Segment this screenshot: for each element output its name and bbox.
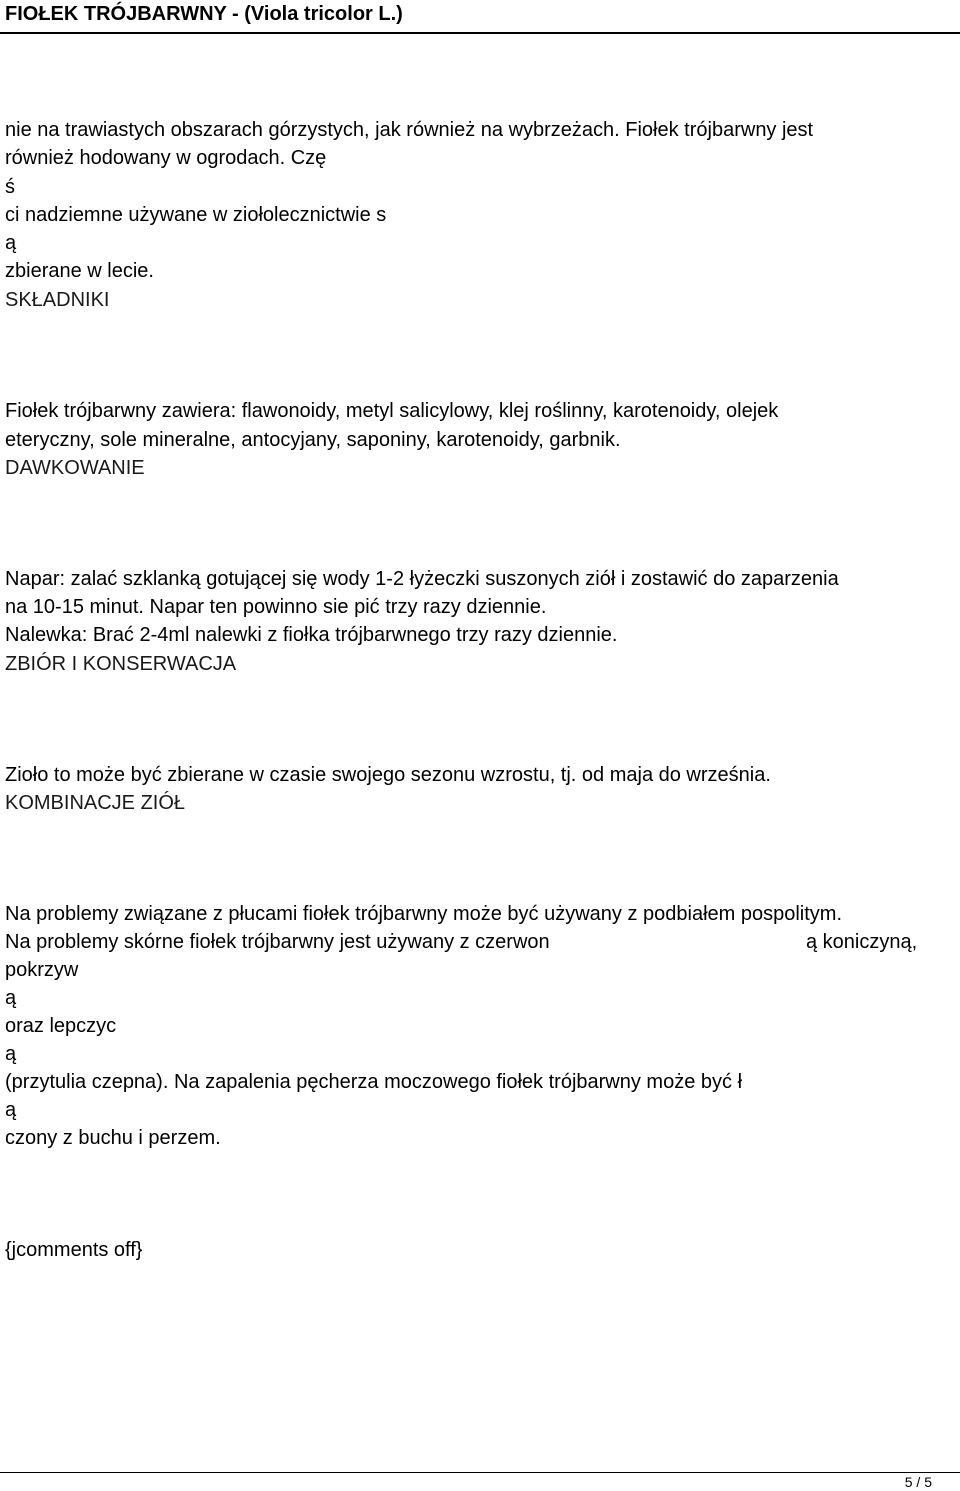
text-line: Na problemy skórne fiołek trójbarwny jest używany z czerwon [5, 931, 550, 953]
text-line: ś [5, 176, 15, 198]
text-line: eteryczny, sole mineralne, antocyjany, saponiny, karotenoidy, garbnik. [5, 429, 621, 451]
text-line: oraz lepczyc [5, 1015, 117, 1037]
text-line: Na problemy związane z płucami fiołek trójbarwny może być używany z podbiałem pospolitym. [5, 903, 843, 925]
header-divider [0, 32, 960, 34]
text-line: na 10-15 minut. Napar ten powinno sie pić trzy razy dziennie. [5, 596, 547, 618]
text-line: nie na trawiastych obszarach górzystych, jak również na wybrzeżach. Fiołek trójbarwny jest [5, 119, 814, 141]
text-line: ci nadziemne używane w ziołolecznictwie s [5, 204, 387, 226]
text-line: ą [5, 1099, 17, 1121]
text-line: Zioło to może być zbierane w czasie swojego sezonu wzrostu, tj. od maja do września. [5, 764, 771, 786]
text-line: ą [5, 1043, 17, 1065]
document-title: FIOŁEK TRÓJBARWNY - (Viola tricolor L.) [5, 3, 403, 25]
text-line: Napar: zalać szklanką gotującej się wody 1-2 łyżeczki suszonych ziół i zostawić do zaparzenia [5, 568, 839, 590]
text-line: Nalewka: Brać 2-4ml nalewki z fiołka trójbarwnego trzy razy dziennie. [5, 624, 618, 646]
page-number: 5 / 5 [904, 1474, 932, 1490]
text-line: ą [5, 987, 17, 1009]
section-heading-kombinacje: KOMBINACJE ZIÓŁ [5, 792, 186, 814]
text-line: czony z buchu i perzem. [5, 1127, 221, 1149]
section-heading-skladniki: SKŁADNIKI [5, 289, 110, 311]
text-line-fragment: ą koniczyną, [806, 931, 918, 953]
text-line: (przytulia czepna). Na zapalenia pęcherza moczowego fiołek trójbarwny może być ł [5, 1071, 743, 1093]
text-line: pokrzyw [5, 959, 79, 981]
section-heading-dawkowanie: DAWKOWANIE [5, 457, 145, 479]
section-heading-zbior: ZBIÓR I KONSERWACJA [5, 653, 237, 675]
text-line: ą [5, 232, 17, 254]
text-line: również hodowany w ogrodach. Czę [5, 147, 327, 169]
text-line: zbierane w lecie. [5, 260, 154, 282]
footer-divider [0, 1472, 960, 1473]
text-line: Fiołek trójbarwny zawiera: flawonoidy, metyl salicylowy, klej roślinny, karotenoidy, olejek [5, 400, 779, 422]
jcomments-marker: {jcomments off} [5, 1239, 143, 1261]
